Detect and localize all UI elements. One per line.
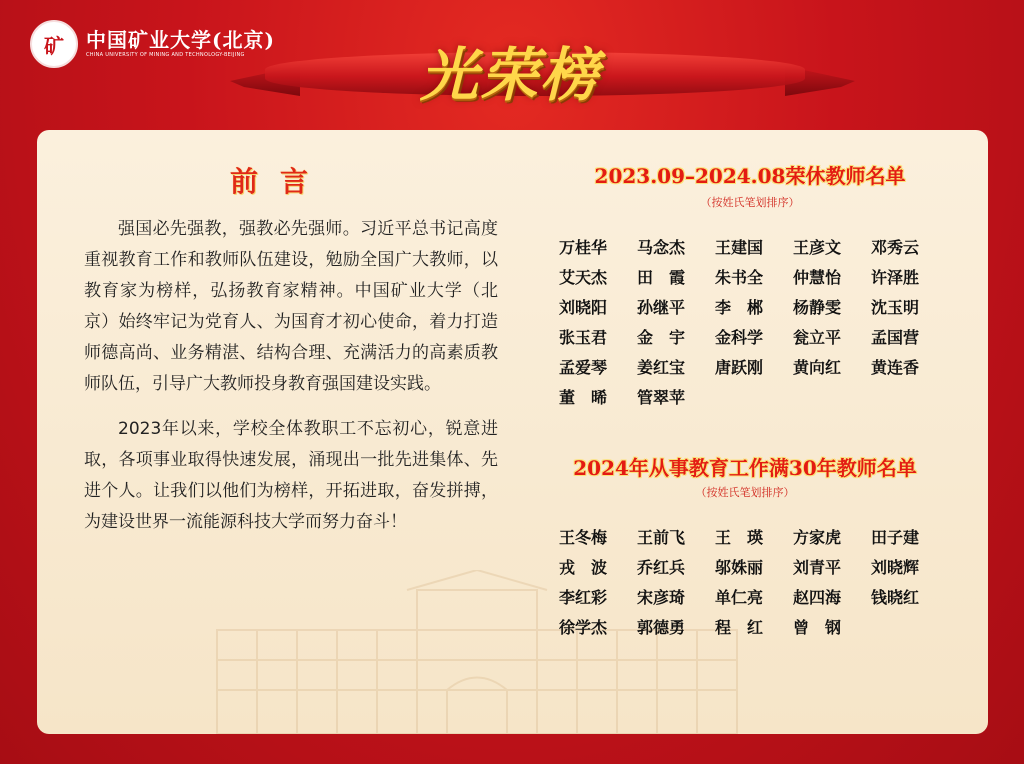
preface-paragraph-1: 强国必先强教，强教必先强师。习近平总书记高度重视教育工作和教师队伍建设，勉励全国广大教师，以教育家为榜样，弘扬教育家精神。中国矿业大学（北京）始终牢记为党育人、为国育才初心使命，着力打造师德高尚、业务精湛、结构合理、充满活力的高素质教师队伍，引导广大教师投身教育强国建设实践。 xyxy=(84,219,498,394)
teacher-name: 唐跃刚 xyxy=(715,358,764,377)
teacher-name: 杨静雯 xyxy=(793,298,842,317)
retired-list-note: （按姓氏笔划排序） xyxy=(700,196,800,209)
teacher-name: 刘青平 xyxy=(793,558,842,577)
teacher-name: 金科学 xyxy=(715,328,764,347)
thirty-years-list-note: （按姓氏笔划排序） xyxy=(695,486,795,499)
teacher-name: 田子建 xyxy=(871,528,920,547)
teacher-name: 单仁亮 xyxy=(715,588,764,607)
thirty-years-names-grid xyxy=(559,523,949,643)
teacher-name: 李 郴 xyxy=(715,298,764,317)
teacher-name: 钱晓红 xyxy=(871,588,920,607)
teacher-name: 宋彦琦 xyxy=(637,588,686,607)
teacher-name: 乔红兵 xyxy=(637,558,686,577)
teacher-name: 董 晞 xyxy=(559,388,608,407)
teacher-name: 万桂华 xyxy=(559,238,608,257)
university-seal-icon: 矿 xyxy=(30,20,78,68)
teacher-name: 王前飞 xyxy=(637,528,686,547)
teacher-name: 王冬梅 xyxy=(559,528,608,547)
university-logo xyxy=(30,20,275,68)
teacher-name: 邬姝丽 xyxy=(715,558,764,577)
teacher-name: 曾 钢 xyxy=(793,618,842,637)
teacher-name: 管翠苹 xyxy=(637,388,686,407)
teacher-name: 金 宇 xyxy=(637,328,686,347)
teacher-name: 朱书全 xyxy=(715,268,764,287)
teacher-name: 孟国营 xyxy=(871,328,920,347)
teacher-name: 孟爱琴 xyxy=(559,358,608,377)
teacher-name: 戎 波 xyxy=(559,558,608,577)
banner-title: 光荣榜 xyxy=(419,41,600,109)
teacher-name: 黄向红 xyxy=(793,358,842,377)
university-name-cn: 中国矿业大学(北京) xyxy=(86,28,275,52)
teacher-name: 孙继平 xyxy=(637,298,686,317)
teacher-name: 许泽胜 xyxy=(871,268,920,287)
teacher-name: 张玉君 xyxy=(559,328,608,347)
teacher-name: 王建国 xyxy=(715,238,764,257)
teacher-name: 马念杰 xyxy=(637,238,686,257)
preface-paragraph-2: 2023年以来，学校全体教职工不忘初心，锐意进取，各项事业取得快速发展，涌现出一批先进集体、先进个人。让我们以他们为榜样，开拓进取，奋发拼搏，为建设世界一流能源科技大学而努力奋斗！ xyxy=(84,419,498,532)
preface-text xyxy=(84,214,498,552)
university-name-en: CHINA UNIVERSITY OF MINING AND TECHNOLOGY-BEIJING xyxy=(86,52,245,58)
thirty-years-list-title: 2024年从事教育工作满30年教师名单 xyxy=(573,456,917,480)
teacher-name: 仲慧怡 xyxy=(793,268,842,287)
teacher-name: 刘晓辉 xyxy=(871,558,920,577)
teacher-name: 徐学杰 xyxy=(559,618,608,637)
teacher-name: 王彦文 xyxy=(793,238,842,257)
teacher-name: 姜红宝 xyxy=(637,358,686,377)
teacher-name: 邓秀云 xyxy=(871,238,920,257)
retired-list-title: 2023.09–2024.08荣休教师名单 xyxy=(594,164,906,188)
preface-title: 前言 xyxy=(229,165,330,198)
teacher-name: 郭德勇 xyxy=(637,618,686,637)
teacher-name: 赵四海 xyxy=(793,588,842,607)
teacher-name: 王 瑛 xyxy=(715,528,764,547)
teacher-name: 沈玉明 xyxy=(871,298,920,317)
teacher-name: 黄连香 xyxy=(871,358,920,377)
teacher-name: 方家虎 xyxy=(793,528,842,547)
teacher-name: 程 红 xyxy=(715,618,764,637)
teacher-name: 李红彩 xyxy=(559,588,608,607)
teacher-name: 刘晓阳 xyxy=(559,298,608,317)
teacher-name: 艾天杰 xyxy=(559,268,608,287)
teacher-name: 瓮立平 xyxy=(793,328,842,347)
retired-names-grid xyxy=(559,233,949,413)
teacher-name: 田 霞 xyxy=(637,268,686,287)
